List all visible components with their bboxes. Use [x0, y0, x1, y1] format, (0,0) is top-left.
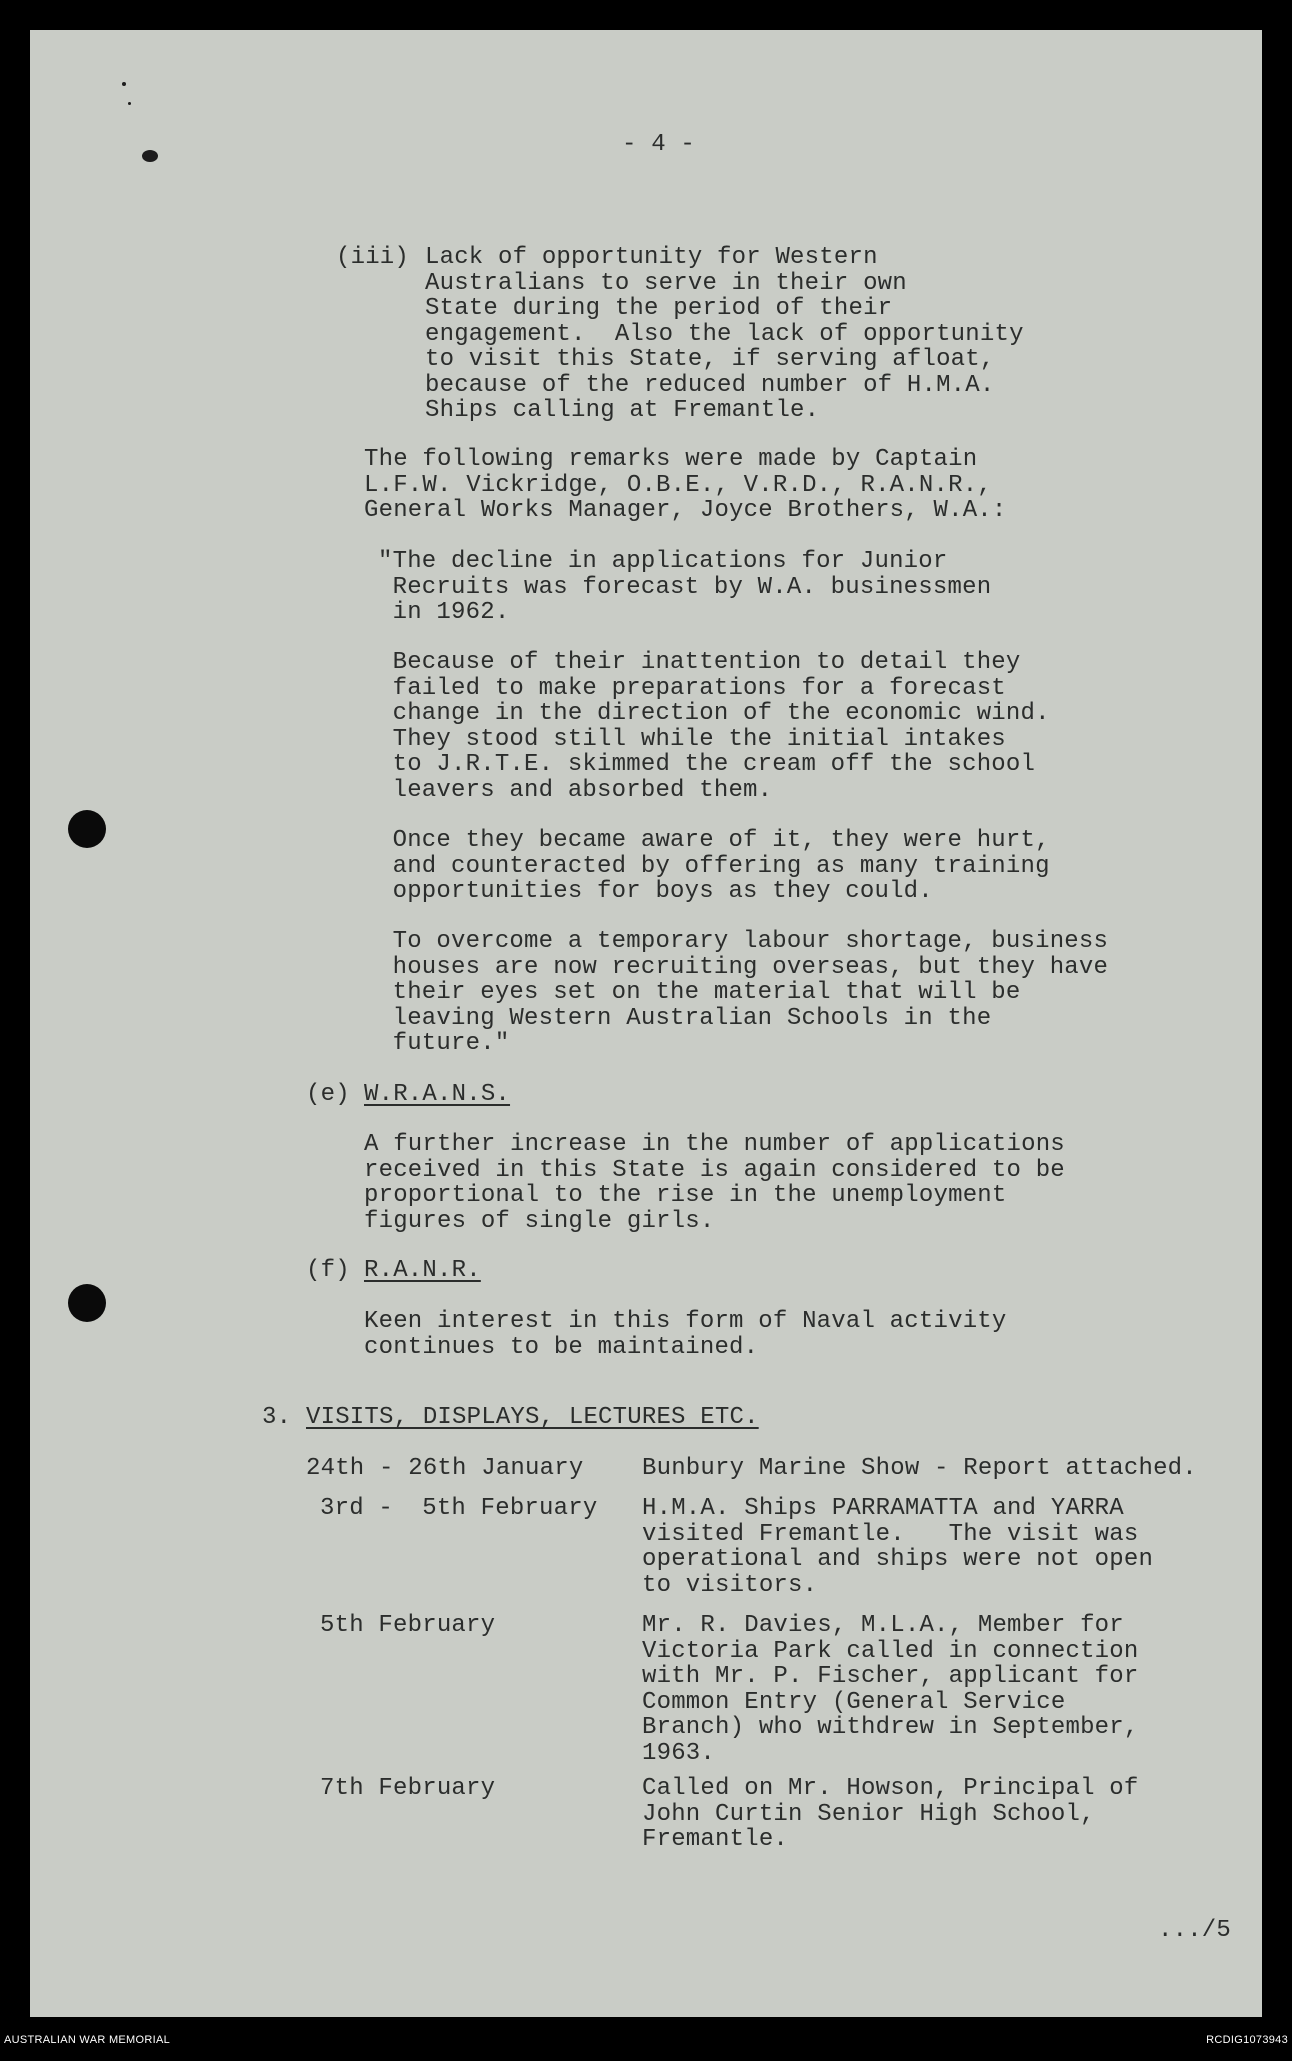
text-line: Mr. R. Davies, M.L.A., Member for: [642, 1612, 1124, 1639]
section-e-heading: W.R.A.N.S.: [364, 1081, 511, 1108]
text-line: houses are now recruiting overseas, but they have: [378, 953, 1109, 981]
text-line: in 1962.: [378, 599, 510, 626]
text-line: Australians to serve in their own: [425, 269, 907, 297]
footer-archive-name: AUSTRALIAN WAR MEMORIAL: [4, 2034, 171, 2046]
punch-hole-upper: [68, 810, 106, 848]
text-line: Bunbury Marine Show - Report attached.: [642, 1455, 1197, 1482]
text-line: change in the direction of the economic wind.: [378, 700, 1050, 727]
section-e-text: [364, 1132, 1065, 1234]
text-line: John Curtin Senior High School,: [642, 1800, 1095, 1828]
text-line: proportional to the rise in the unemployment: [364, 1182, 1007, 1209]
entry-description: [642, 1776, 1138, 1853]
text-line: General Works Manager, Joyce Brothers, W.A.:: [364, 497, 1007, 524]
entry-date: 24th - 26th January: [306, 1455, 584, 1482]
text-line: with Mr. P. Fischer, applicant for: [642, 1663, 1139, 1690]
item-iii-marker: (iii): [336, 244, 410, 271]
text-line: engagement. Also the lack of opportunity: [425, 320, 1024, 348]
ink-speck: [142, 150, 158, 162]
text-line: Keen interest in this form of Naval activity: [364, 1308, 1007, 1335]
text-line: visited Fremantle. The visit was: [642, 1520, 1139, 1548]
entry-description: [642, 1613, 1138, 1766]
text-line: "The decline in applications for Junior: [378, 548, 948, 575]
section-f-marker: (f): [306, 1257, 350, 1284]
text-line: because of the reduced number of H.M.A.: [425, 371, 995, 399]
text-line: The following remarks were made by Captain: [364, 446, 978, 473]
text-line: future.": [378, 1030, 510, 1057]
quote-paragraph-3: [378, 828, 1050, 905]
section-f-heading: R.A.N.R.: [364, 1257, 481, 1284]
text-line: Fremantle.: [642, 1826, 789, 1853]
text-line: to J.R.T.E. skimmed the cream off the school: [378, 751, 1036, 778]
text-line: Ships calling at Fremantle.: [425, 397, 820, 424]
text-line: Recruits was forecast by W.A. businessmen: [378, 573, 992, 601]
section-f-text: [364, 1309, 1007, 1360]
text-line: Common Entry (General Service: [642, 1688, 1066, 1716]
text-line: Branch) who withdrew in September,: [642, 1714, 1139, 1741]
quote-paragraph-2: [378, 650, 1050, 803]
remarks-intro: [364, 447, 1007, 524]
section-e-marker: (e): [306, 1081, 350, 1108]
text-line: to visit this State, if serving afloat,: [425, 346, 995, 373]
text-line: received in this State is again considered to be: [364, 1156, 1065, 1184]
text-line: their eyes set on the material that will be: [378, 979, 1021, 1006]
text-line: leaving Western Australian Schools in the: [378, 1004, 992, 1032]
text-line: continues to be maintained.: [364, 1333, 759, 1361]
quote-paragraph-4: [378, 929, 1108, 1057]
text-line: A further increase in the number of applications: [364, 1131, 1065, 1158]
text-line: and counteracted by offering as many training: [378, 852, 1050, 880]
text-line: failed to make preparations for a forecast: [378, 674, 1006, 702]
quote-paragraph-1: [378, 549, 991, 626]
text-line: H.M.A. Ships PARRAMATTA and YARRA: [642, 1495, 1124, 1522]
text-line: L.F.W. Vickridge, O.B.E., V.R.D., R.A.N.R.,: [364, 471, 992, 499]
text-line: Because of their inattention to detail they: [378, 649, 1021, 676]
text-line: To overcome a temporary labour shortage, business: [378, 928, 1109, 955]
text-line: to visitors.: [642, 1571, 818, 1599]
ink-speck: [122, 82, 126, 86]
ink-speck: [128, 102, 131, 105]
entry-date: 3rd - 5th February: [320, 1495, 598, 1522]
text-line: leavers and absorbed them.: [378, 776, 773, 804]
text-line: opportunities for boys as they could.: [378, 878, 933, 905]
document-page: [30, 30, 1262, 2017]
text-line: 1963.: [642, 1739, 716, 1767]
item-iii-text: [425, 245, 1024, 424]
entry-date: 5th February: [320, 1612, 496, 1639]
entry-description: [642, 1456, 1197, 1482]
text-line: Once they became aware of it, they were hurt,: [378, 827, 1050, 854]
text-line: Victoria Park called in connection: [642, 1637, 1139, 1665]
continuation-marker: .../5: [1158, 1917, 1232, 1944]
text-line: They stood still while the initial intakes: [378, 725, 1006, 753]
text-line: operational and ships were not open: [642, 1546, 1154, 1573]
entry-description: [642, 1496, 1153, 1598]
text-line: Lack of opportunity for Western: [425, 244, 878, 271]
section-3-heading: VISITS, DISPLAYS, LECTURES ETC.: [306, 1404, 759, 1431]
text-line: figures of single girls.: [364, 1207, 715, 1235]
text-line: State during the period of their: [425, 295, 893, 322]
text-line: Called on Mr. Howson, Principal of: [642, 1775, 1139, 1802]
punch-hole-lower: [68, 1284, 106, 1322]
page-number: - 4 -: [622, 131, 696, 158]
section-3-number: 3.: [262, 1404, 292, 1431]
footer-record-id: RCDIG1073943: [1206, 2034, 1288, 2046]
entry-date: 7th February: [320, 1775, 496, 1802]
